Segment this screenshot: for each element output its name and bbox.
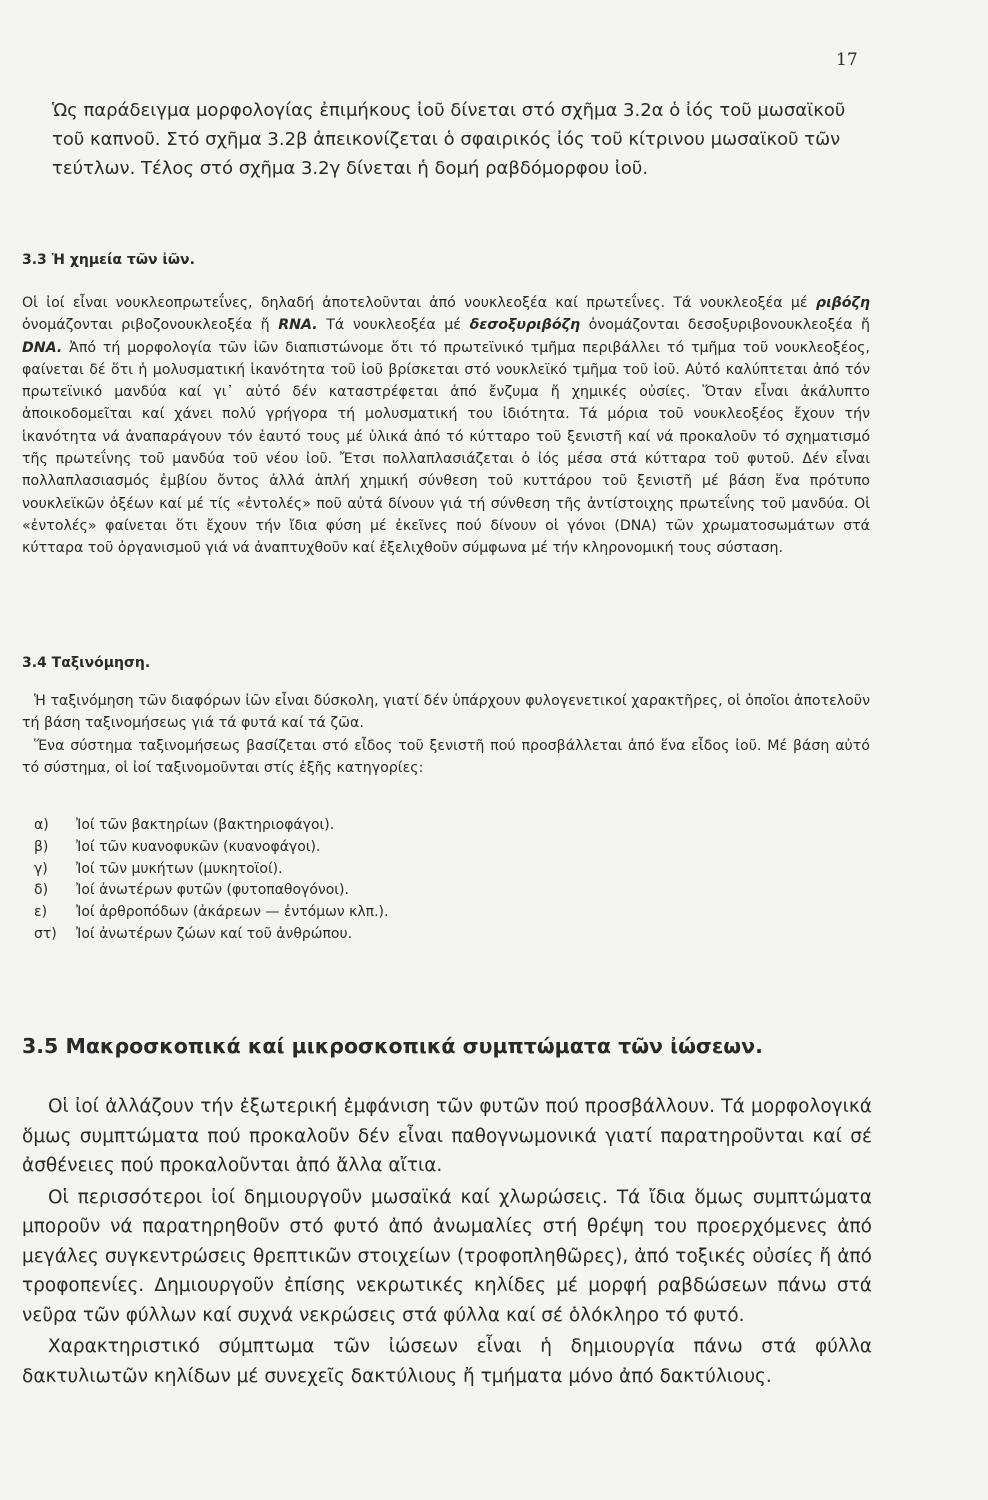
symptoms-paragraph-1: Οἱ ἰοί ἀλλάζουν τήν ἐξωτερική ἐμφάνιση τῶν φυτῶν πού προσβάλλουν. Τά μορφολογικά ὅμως συμπτώματα πού προκαλοῦν δέν εἶναι παθογνωμονικά γιατί παρατηροῦνται καί σέ ἀσθένειες πού προκαλοῦνται ἀπό ἄλλα αἴτια. xyxy=(22,1096,872,1176)
text-run: Ἀπό τή μορφολογία τῶν ἰῶν διαπιστώνομε ὅτι τό πρωτεϊνικό τμῆμα περιβάλλει τό τμῆμα τοῦ νουκλεοξέος, φαίνεται δέ ὅτι ἡ μολυσματική ἱκανότητα τοῦ ἰοῦ βρίσκεται στό νουκλεϊκό τμῆμα τοῦ ἰοῦ. Αὐτό καλύπτεται ἀπό τόν πρωτεϊνικό μανδύα καί γι᾽ αὐτό δέν καταστρέφεται ἀπό ἔνζυμα ἤ χημικές οὐσίες. Ὅταν εἶναι ἀκάλυπτο ἀποικοδομεῖται καί χάνει πολύ γρήγορα τή μολυσματική του ἰδιότητα. Τά μόρια τοῦ νουκλεοξέος ἔχουν τήν ἱκανότητα νά ἀναπαράγουν τόν ἑαυτό τους μέ ὑλικά ἀπό τό κύτταρο τοῦ ξενιστῆ καί νά προκαλοῦν τό σχηματισμό τῆς πρωτεΐνης τοῦ μανδύα τοῦ νέου ἰοῦ. Ἔτσι πολλαπλασιάζεται ὁ ἰός μέσα στά κύτταρα τοῦ φυτοῦ. Δέν εἶναι πολλαπλασιασμός ἐμβίου ὄντος ἀλλά ἁπλή χημική σύνθεση τοῦ κυττάρου τοῦ ξενιστῆ μέ βάση ἕνα πρότυπο νουκλεϊκῶν ὀξέων καί μέ τίς «ἐντολές» ποῦ αὐτά δίνουν γιά τή σύνθεση τῆς ἀντίστοιχης πρωτεΐνης τοῦ μανδύα. Οἱ «ἐντολές» φαίνεται ὅτι ἔχουν τήν ἴδια φύση μέ ἐκεῖνες πού δίνουν οἱ γόνοι (DNA) τῶν χρωματοσωμάτων στά κύτταρα τοῦ ὀργανισμοῦ γιά νά ἀναπτυχθοῦν καί ἐξελιχθοῦν σύμφωνα μέ τήν κληρονομική τους σύσταση. xyxy=(22,339,870,557)
section-3-5-heading: 3.5 Μακροσκοπικά καί μικροσκοπικά συμπτώματα τῶν ἰώσεων. xyxy=(22,1034,763,1058)
text-run: ὀνομάζονται δεσοξυριβονουκλεοξέα ἤ xyxy=(588,317,871,334)
classification-paragraph-2: Ἕνα σύστημα ταξινομήσεως βασίζεται στό εἶδος τοῦ ξενιστῆ πού προσβάλλεται ἀπό ἕνα εἶδος ἰοῦ. Μέ βάση αὐτό τό σύστημα, οἱ ἰοί ταξινομοῦνται στίς ἑξῆς κατηγορίες: xyxy=(22,737,870,776)
list-item xyxy=(34,815,388,837)
section-3-3-body xyxy=(22,292,870,560)
list-text: Ἰοί τῶν βακτηρίων (βακτηριοφάγοι). xyxy=(76,817,335,833)
page-number: 17 xyxy=(836,50,858,70)
list-marker: β) xyxy=(34,838,49,855)
term-rna: RNA. xyxy=(278,317,318,334)
list-marker: δ) xyxy=(34,882,49,899)
section-3-4-heading: 3.4 Ταξινόμηση. xyxy=(22,655,151,671)
list-item xyxy=(34,880,388,902)
chemistry-paragraph xyxy=(22,292,870,560)
list-item xyxy=(34,902,388,924)
list-text: Ἰοί ἀνωτέρων ζώων καί τοῦ ἀνθρώπου. xyxy=(76,925,353,942)
list-text: Ἰοί ἀρθροπόδων (ἀκάρεων — ἐντόμων κλπ.). xyxy=(76,904,389,921)
list-text: Ἰοί τῶν μυκήτων (μυκητοϊοί). xyxy=(76,860,283,877)
section-3-5-body xyxy=(22,1092,872,1391)
list-item xyxy=(34,859,388,881)
intro-paragraph xyxy=(52,96,872,183)
list-marker: στ) xyxy=(34,925,57,942)
term-dna: DNA. xyxy=(22,339,63,356)
text-run: Τά νουκλεοξέα μέ xyxy=(326,317,461,334)
term-ribose: ριβόζη xyxy=(815,295,870,311)
section-3-3-heading: 3.3 Ἡ χημεία τῶν ἰῶν. xyxy=(22,252,195,268)
list-text: Ἰοί ἀνωτέρων φυτῶν (φυτοπαθογόνοι). xyxy=(76,882,349,899)
list-text: Ἰοί τῶν κυανοφυκῶν (κυανοφάγοι). xyxy=(76,838,321,855)
text-run: Οἱ ἰοί εἶναι νουκλεοπρωτεΐνες, δηλαδή ἀποτελοῦνται ἀπό νουκλεοξέα καί πρωτεΐνες. Τά νουκλεοξέα μέ xyxy=(22,295,808,311)
list-item xyxy=(34,837,388,859)
symptoms-paragraph-3: Χαρακτηριστικό σύμπτωμα τῶν ἰώσεων εἶναι ἡ δημιουργία πάνω στά φύλλα δακτυλιωτῶν κηλίδων μέ συνεχεῖς δακτύλιους ἤ τμήματα μόνο ἀπό δακτύλιους. xyxy=(22,1336,872,1387)
symptoms-paragraph-2: Οἱ περισσότεροι ἰοί δημιουργοῦν μωσαϊκά καί χλωρώσεις. Τά ἴδια ὅμως συμπτώματα μποροῦν νά παρατηρηθοῦν στό φυτό ἀπό ἀνωμαλίες στή θρέψη του προερχόμενες ἀπό μεγάλες συγκεντρώσεις θρεπτικῶν στοιχείων (τροφοπληθῶρες), ἀπό τοξικές οὐσίες ἤ ἀπό τροφοπενίες. Δημιουργοῦν ἐπίσης νεκρωτικές κηλίδες μέ μορφή ραβδώσεων πάνω στά νεῦρα τῶν φύλλων καί συχνά νεκρώσεις στά φύλλα καί σέ ὁλόκληρο τό φυτό. xyxy=(22,1186,872,1326)
list-marker: α) xyxy=(34,817,49,833)
intro-text: Ὡς παράδειγμα μορφολογίας ἐπιμήκους ἰοῦ δίνεται στό σχῆμα 3.2α ὁ ἰός τοῦ μωσαϊκοῦ τοῦ καπνοῦ. Στό σχῆμα 3.2β ἀπεικονίζεται ὁ σφαιρικός ἰός τοῦ κίτρινου μωσαϊκοῦ τῶν τεύτλων. Τέλος στό σχῆμα 3.2γ δίνεται ἡ δομή ραβδόμορφου ἰοῦ. xyxy=(52,100,846,179)
classification-paragraph-1: Ἡ ταξινόμηση τῶν διαφόρων ἰῶν εἶναι δύσκολη, γιατί δέν ὑπάρχουν φυλογενετικοί χαρακτῆρες, οἱ ὁποῖοι ἀποτελοῦν τή βάση ταξινομήσεως γιά τά φυτά καί τά ζῶα. xyxy=(22,693,870,732)
list-marker: γ) xyxy=(34,860,48,877)
classification-list xyxy=(34,815,388,946)
list-marker: ε) xyxy=(34,904,48,921)
list-item xyxy=(34,924,388,946)
text-run: ὀνομάζονται ριβοζονουκλεοξέα ἤ xyxy=(22,317,270,334)
term-deoxyribose: δεσοξυριβόζη xyxy=(469,317,581,334)
section-3-4-body xyxy=(22,690,870,779)
